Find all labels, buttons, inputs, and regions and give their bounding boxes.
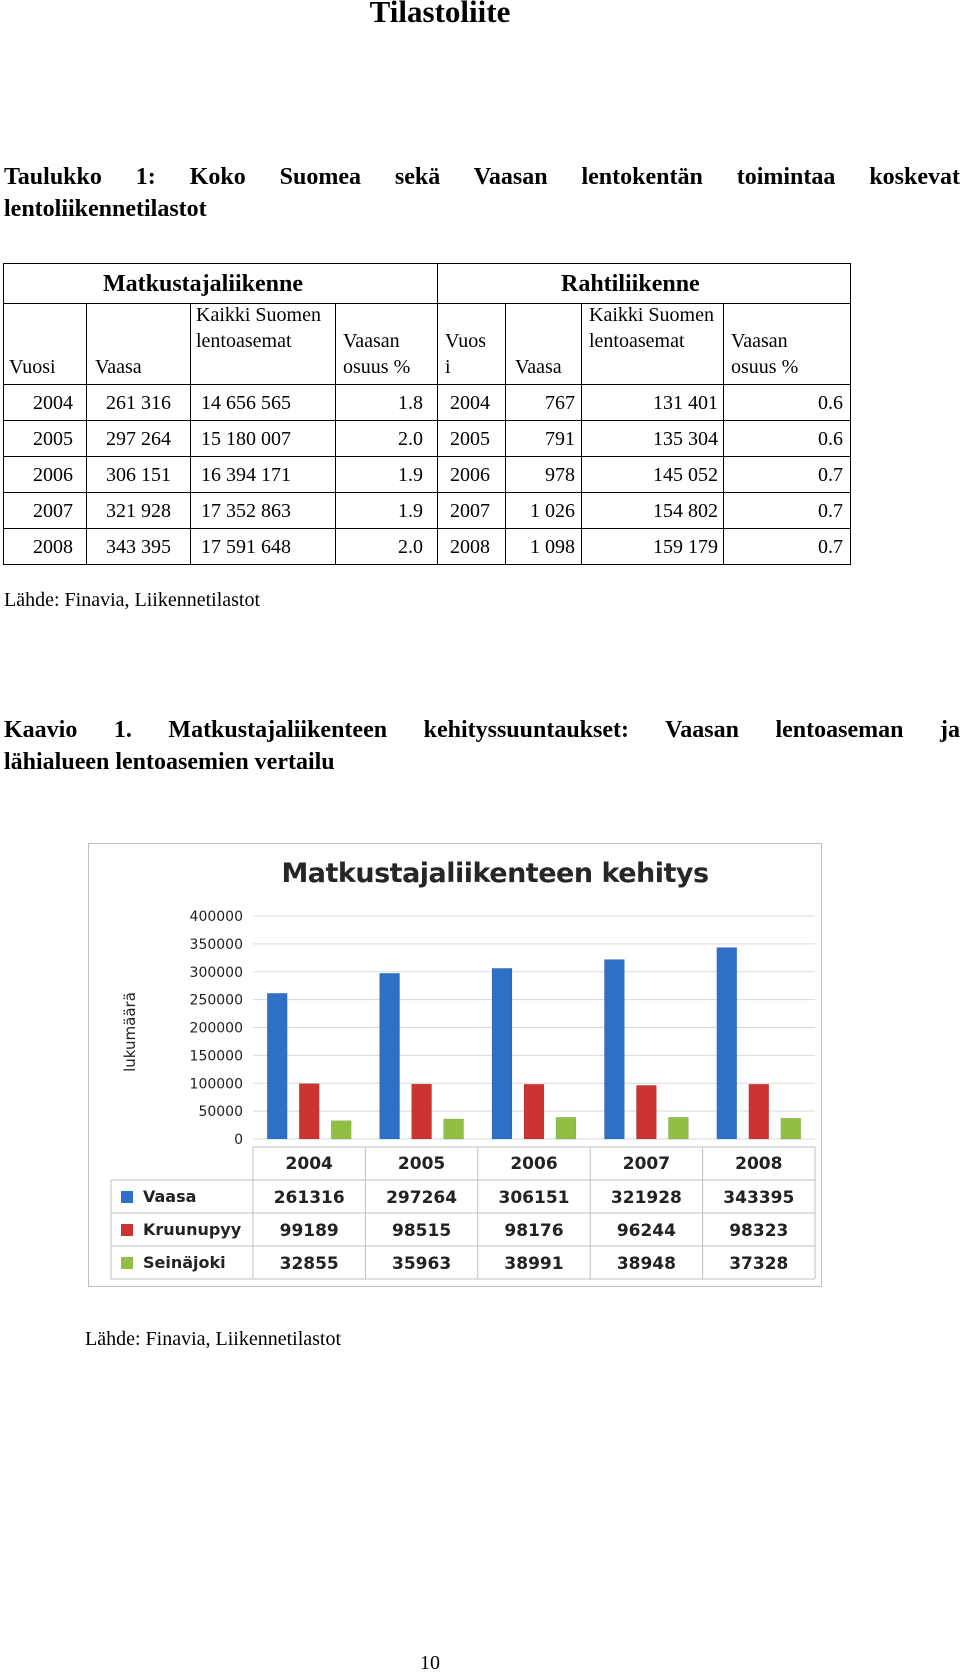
x-tick-label: 2005 bbox=[397, 1154, 446, 1174]
bar-kruunupyy-2005 bbox=[412, 1084, 432, 1139]
table-cell-year: 2007 bbox=[33, 500, 73, 522]
data-label: 306151 bbox=[498, 1188, 570, 1208]
x-tick-label: 2006 bbox=[510, 1154, 558, 1174]
x-tick-label: 2007 bbox=[622, 1154, 671, 1174]
table-border bbox=[850, 263, 851, 565]
legend-key-vaasa bbox=[121, 1191, 133, 1203]
header-year-2b: i bbox=[445, 356, 451, 378]
bar-seinäjoki-2006 bbox=[556, 1117, 576, 1139]
table-cell-vaasa: 343 395 bbox=[106, 536, 171, 558]
col-sep bbox=[581, 304, 582, 564]
table-cell-f_vaasa: 767 bbox=[545, 392, 575, 414]
y-tick-label: 0 bbox=[234, 1132, 243, 1148]
data-label: 343395 bbox=[723, 1188, 795, 1208]
legend-label: Kruunupyy bbox=[143, 1220, 242, 1239]
table-cell-f_year: 2007 bbox=[450, 500, 490, 522]
header-year: Vuosi bbox=[9, 356, 56, 378]
bar-kruunupyy-2004 bbox=[299, 1084, 319, 1139]
table-border bbox=[3, 564, 851, 565]
chart-source: Lähde: Finavia, Liikennetilastot bbox=[85, 1328, 342, 1350]
chart bbox=[88, 843, 822, 1287]
table-cell-f_year: 2006 bbox=[450, 464, 490, 486]
bar-vaasa-2007 bbox=[604, 960, 624, 1139]
data-label: 98515 bbox=[392, 1221, 452, 1241]
bar-seinäjoki-2004 bbox=[331, 1121, 351, 1139]
table-cell-all: 17 352 863 bbox=[201, 500, 291, 522]
table-cell-year: 2004 bbox=[33, 392, 73, 414]
y-tick-label: 50000 bbox=[198, 1104, 243, 1121]
table-cell-all: 17 591 648 bbox=[201, 536, 291, 558]
table-caption-line2: lentoliikennetilastot bbox=[4, 196, 207, 222]
data-label: 38991 bbox=[504, 1254, 564, 1274]
table-cell-f_vaasa: 1 098 bbox=[530, 536, 575, 558]
data-label: 38948 bbox=[616, 1254, 676, 1274]
legend-key-seinäjoki bbox=[121, 1257, 133, 1269]
table-cell-vaasa: 297 264 bbox=[106, 428, 171, 450]
legend-label: Seinäjoki bbox=[143, 1253, 226, 1272]
table-cell-f_all: 131 401 bbox=[653, 392, 718, 414]
bar-vaasa-2005 bbox=[380, 973, 400, 1139]
bar-vaasa-2008 bbox=[717, 948, 737, 1139]
y-tick-label: 400000 bbox=[189, 909, 243, 925]
bar-seinäjoki-2007 bbox=[668, 1117, 688, 1139]
table-cell-f_year: 2008 bbox=[450, 536, 490, 558]
group-header-freight: Rahtiliikenne bbox=[561, 271, 700, 297]
table-cell-f_all: 159 179 bbox=[653, 536, 718, 558]
table-caption bbox=[4, 161, 960, 225]
table-cell-f_share: 0.6 bbox=[818, 392, 843, 414]
table-cell-f_all: 145 052 bbox=[653, 464, 718, 486]
y-tick-label: 350000 bbox=[189, 936, 243, 953]
y-axis-label: lukumäärä bbox=[121, 992, 139, 1072]
data-label: 98176 bbox=[504, 1221, 564, 1241]
row-rule bbox=[3, 492, 851, 493]
table-cell-all: 15 180 007 bbox=[201, 428, 291, 450]
legend-key-kruunupyy bbox=[121, 1224, 133, 1236]
y-tick-label: 250000 bbox=[189, 992, 243, 1009]
header-vaasa: Vaasa bbox=[95, 356, 142, 378]
header-vaasa-2: Vaasa bbox=[515, 356, 562, 378]
table-cell-year: 2005 bbox=[33, 428, 73, 450]
table-cell-share: 1.9 bbox=[398, 500, 423, 522]
header-rule bbox=[3, 384, 851, 385]
table-cell-f_vaasa: 1 026 bbox=[530, 500, 575, 522]
bar-vaasa-2004 bbox=[267, 993, 287, 1139]
table-cell-f_share: 0.7 bbox=[818, 464, 843, 486]
table-cell-share: 2.0 bbox=[398, 536, 423, 558]
table-cell-vaasa: 261 316 bbox=[106, 392, 171, 414]
data-label: 32855 bbox=[279, 1254, 339, 1274]
table-cell-vaasa: 306 151 bbox=[106, 464, 171, 486]
table-cell-f_year: 2004 bbox=[450, 392, 490, 414]
header-share: Vaasan osuus % bbox=[343, 330, 411, 378]
table-caption-line1: Taulukko 1: Koko Suomea sekä Vaasan lentokentän toimintaa koskevat bbox=[4, 164, 960, 190]
data-label: 96244 bbox=[616, 1221, 676, 1241]
bar-kruunupyy-2008 bbox=[749, 1084, 769, 1139]
row-rule bbox=[3, 456, 851, 457]
legend-label: Vaasa bbox=[143, 1187, 197, 1206]
header-all-finland: Kaikki Suomen lentoasemat bbox=[196, 304, 321, 352]
table-divider bbox=[437, 263, 438, 565]
table-cell-f_share: 0.7 bbox=[818, 536, 843, 558]
table-cell-vaasa: 321 928 bbox=[106, 500, 171, 522]
data-label: 297264 bbox=[386, 1188, 458, 1208]
table-cell-share: 2.0 bbox=[398, 428, 423, 450]
x-tick-label: 2004 bbox=[285, 1154, 333, 1174]
chart-title: Matkustajaliikenteen kehitys bbox=[281, 858, 709, 889]
chart-caption bbox=[4, 714, 960, 778]
table-cell-f_vaasa: 791 bbox=[545, 428, 575, 450]
header-year-2a: Vuos bbox=[445, 330, 487, 352]
y-tick-label: 150000 bbox=[189, 1048, 243, 1065]
page-title: Tilastoliite bbox=[369, 0, 511, 29]
table-source: Lähde: Finavia, Liikennetilastot bbox=[4, 589, 261, 611]
data-label: 261316 bbox=[273, 1188, 345, 1208]
data-label: 99189 bbox=[279, 1221, 339, 1241]
table-cell-year: 2006 bbox=[33, 464, 73, 486]
header-share-2: Vaasan osuus % bbox=[731, 330, 799, 378]
col-sep bbox=[723, 304, 724, 564]
row-rule bbox=[3, 528, 851, 529]
y-tick-label: 300000 bbox=[189, 964, 243, 981]
col-sep bbox=[190, 304, 191, 564]
table-cell-all: 14 656 565 bbox=[201, 392, 291, 414]
col-sep bbox=[505, 304, 506, 564]
table-cell-year: 2008 bbox=[33, 536, 73, 558]
row-rule bbox=[3, 420, 851, 421]
bar-vaasa-2006 bbox=[492, 968, 512, 1139]
data-label: 35963 bbox=[392, 1254, 452, 1274]
data-label: 37328 bbox=[729, 1254, 789, 1274]
chart-caption-line1: Kaavio 1. Matkustajaliikenteen kehityssuuntaukset: Vaasan lentoaseman ja bbox=[4, 717, 960, 743]
chart-caption-line2: lähialueen lentoasemien vertailu bbox=[4, 749, 335, 775]
bar-seinäjoki-2008 bbox=[781, 1118, 801, 1139]
table-cell-f_share: 0.7 bbox=[818, 500, 843, 522]
table-cell-share: 1.9 bbox=[398, 464, 423, 486]
data-label: 321928 bbox=[610, 1188, 682, 1208]
table-cell-f_vaasa: 978 bbox=[545, 464, 575, 486]
y-tick-label: 200000 bbox=[189, 1020, 243, 1037]
table-border bbox=[3, 263, 4, 565]
y-tick-label: 100000 bbox=[189, 1076, 243, 1093]
data-label: 98323 bbox=[729, 1221, 789, 1241]
table-cell-share: 1.8 bbox=[398, 392, 423, 414]
table-border bbox=[3, 263, 851, 264]
chart-svg bbox=[89, 844, 821, 1286]
col-sep bbox=[86, 304, 87, 564]
x-tick-label: 2008 bbox=[735, 1154, 783, 1174]
table-cell-all: 16 394 171 bbox=[201, 464, 291, 486]
page-number: 10 bbox=[420, 1652, 440, 1674]
bar-seinäjoki-2005 bbox=[444, 1119, 464, 1139]
table-cell-f_all: 135 304 bbox=[653, 428, 718, 450]
table-cell-f_share: 0.6 bbox=[818, 428, 843, 450]
table-cell-f_all: 154 802 bbox=[653, 500, 718, 522]
col-sep bbox=[335, 304, 336, 564]
header-all-finland-2: Kaikki Suomen lentoasemat bbox=[589, 304, 714, 352]
statistics-table bbox=[3, 263, 851, 565]
group-header-passenger: Matkustajaliikenne bbox=[103, 271, 304, 297]
table-cell-f_year: 2005 bbox=[450, 428, 490, 450]
bar-kruunupyy-2007 bbox=[636, 1085, 656, 1139]
bar-kruunupyy-2006 bbox=[524, 1084, 544, 1139]
